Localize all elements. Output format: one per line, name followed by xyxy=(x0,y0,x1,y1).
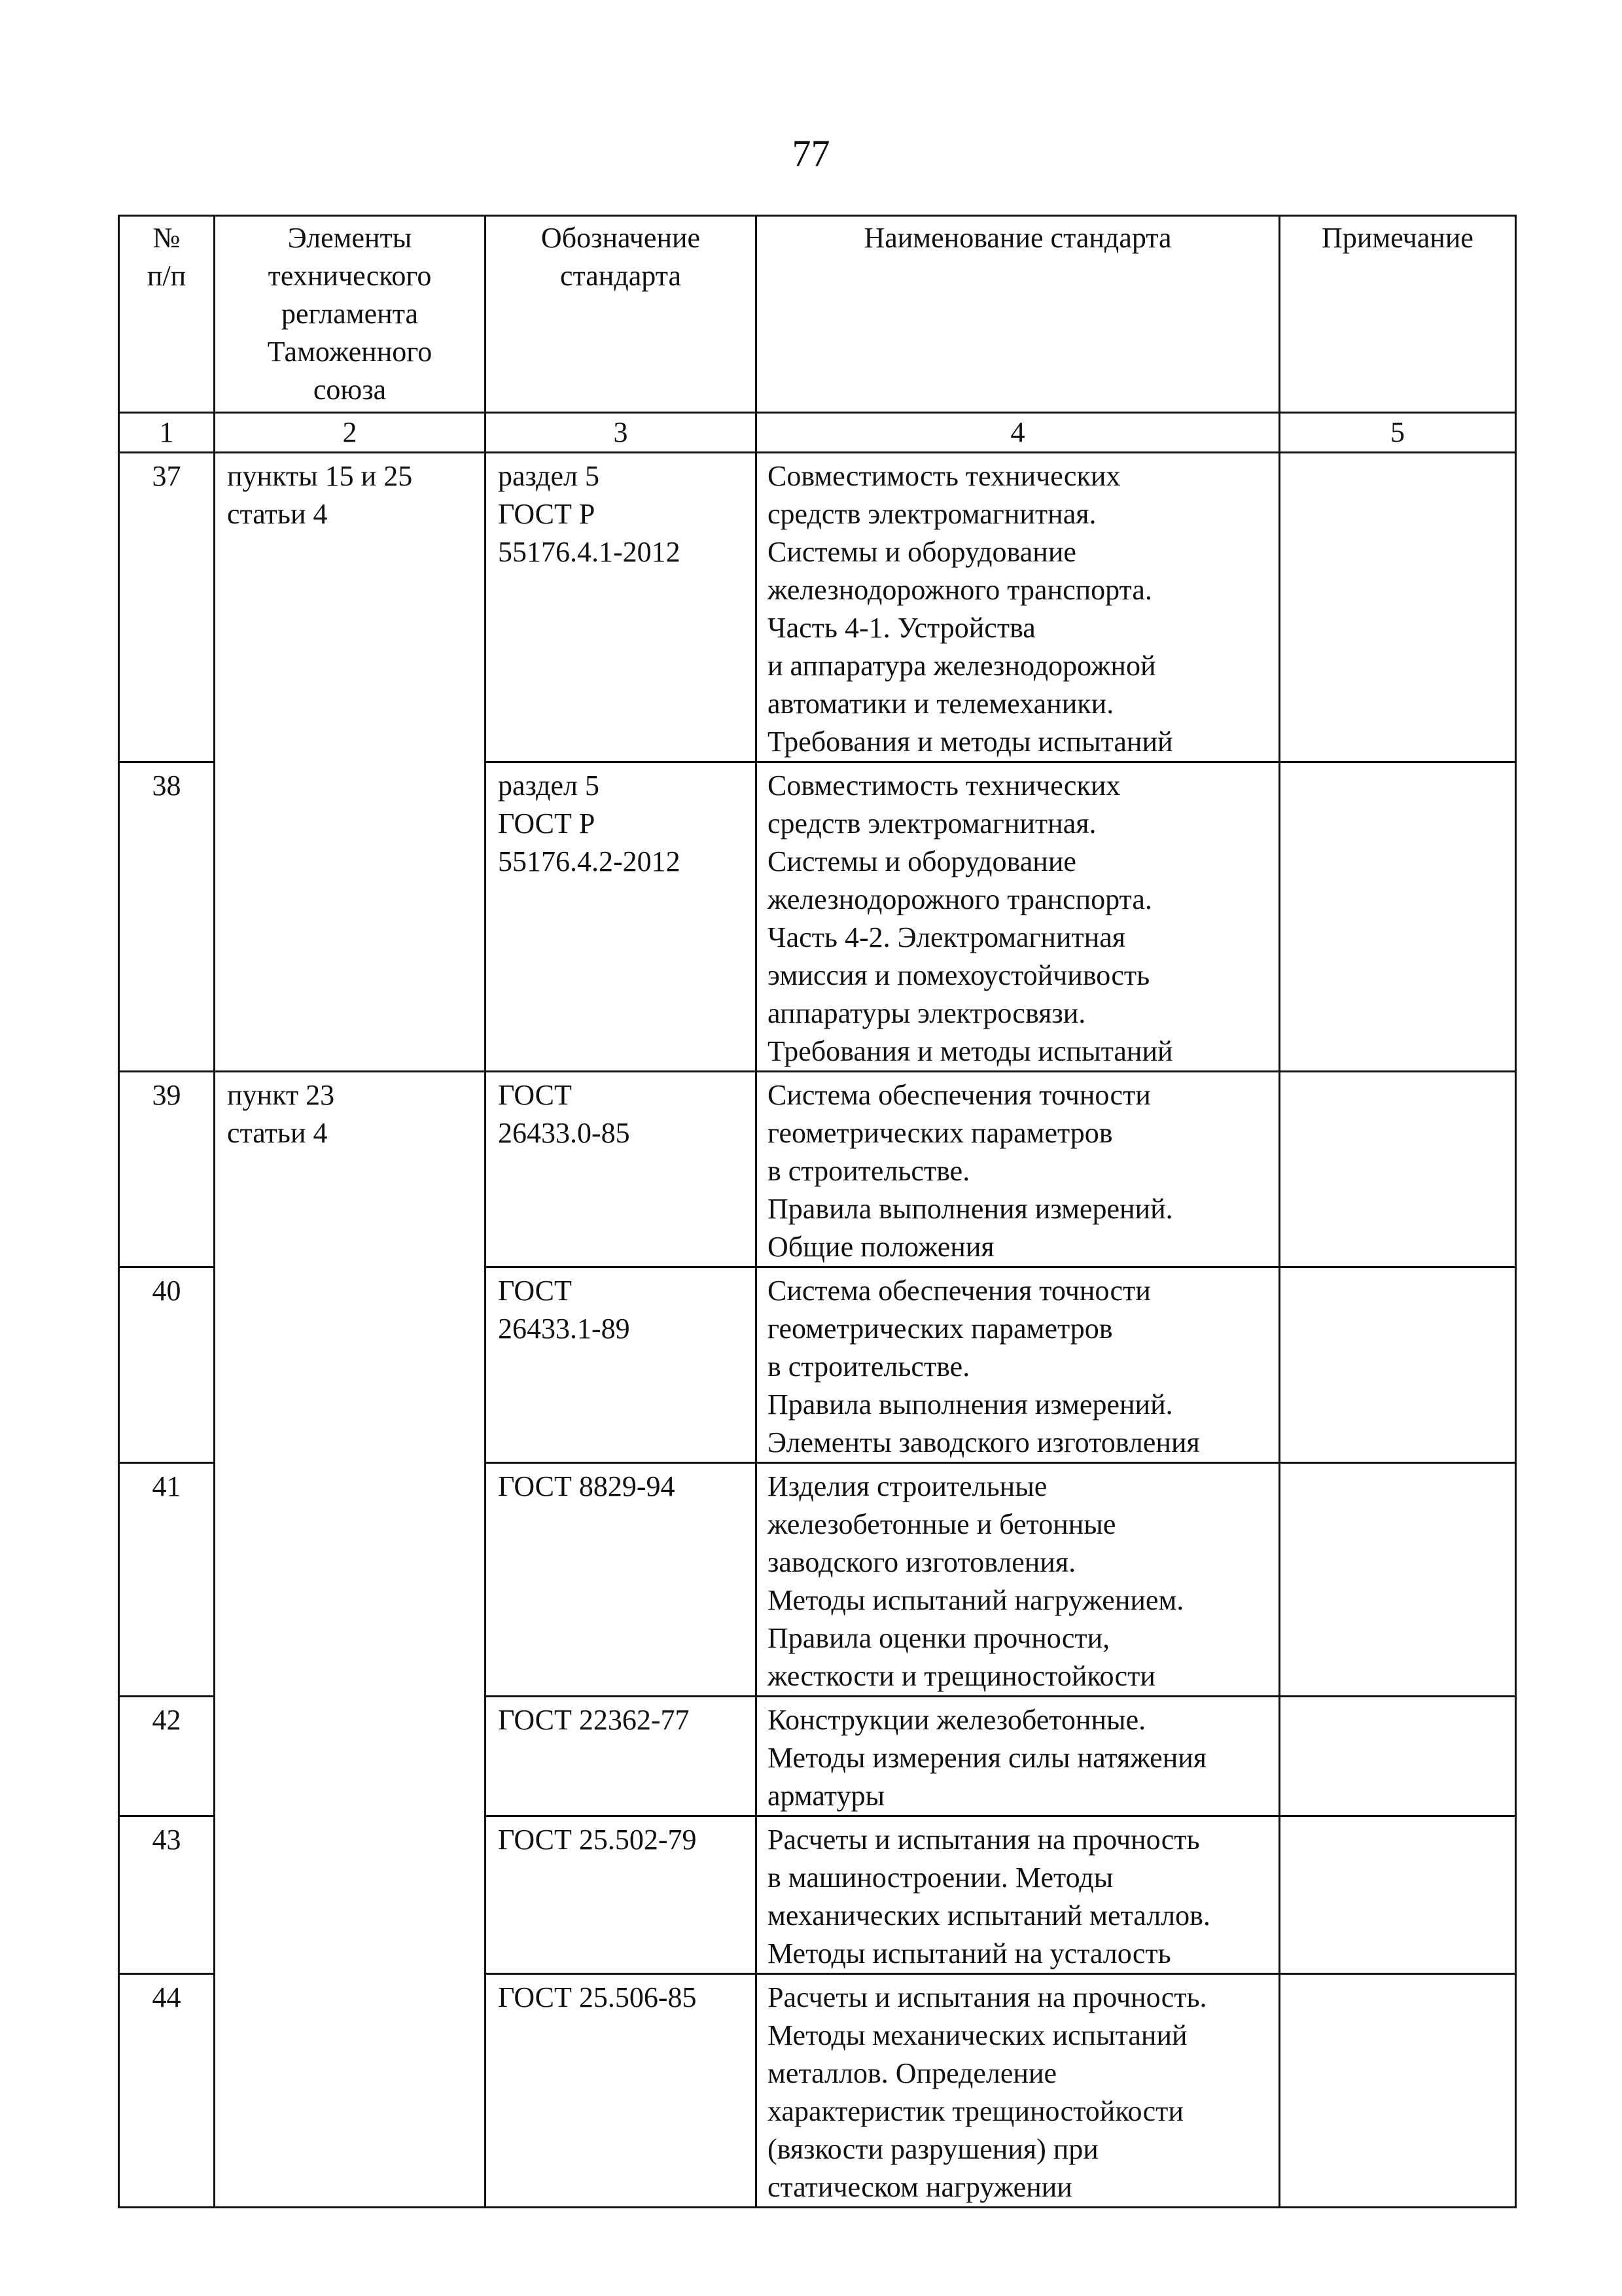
standard-name: Конструкции железобетонные. Методы измерения силы натяжения арматуры xyxy=(756,1697,1280,1816)
row-number: 40 xyxy=(119,1267,215,1463)
standard-name: Совместимость технических средств электромагнитная. Системы и оборудование железнодорожного транспорта. Часть 4-1. Устройства и аппаратура железнодорожной автоматики и телемеханики. Требования и методы испытаний xyxy=(756,453,1280,762)
row-number: 44 xyxy=(119,1974,215,2208)
standard-name: Система обеспечения точности геометрических параметров в строительстве. Правила выполнения измерений. Элементы заводского изготовления xyxy=(756,1267,1280,1463)
standard-designation: ГОСТ 26433.1-89 xyxy=(485,1267,756,1463)
standard-name: Расчеты и испытания на прочность в машиностроении. Методы механических испытаний металлов. Методы испытаний на усталость xyxy=(756,1816,1280,1974)
row-number: 38 xyxy=(119,762,215,1072)
header-row xyxy=(119,216,1516,413)
standard-designation: ГОСТ 25.506-85 xyxy=(485,1974,756,2208)
standard-name: Изделия строительные железобетонные и бетонные заводского изготовления. Методы испытаний нагружением. Правила оценки прочности, жесткости и трещиностойкости xyxy=(756,1463,1280,1697)
header-designation: Обозначение стандарта xyxy=(485,216,756,413)
column-number: 5 xyxy=(1280,413,1516,453)
header-elements: Элементы технического регламента Таможенного союза xyxy=(215,216,485,413)
header-num: № п/п xyxy=(119,216,215,413)
row-number: 41 xyxy=(119,1463,215,1697)
standard-name: Расчеты и испытания на прочность. Методы механических испытаний металлов. Определение характеристик трещиностойкости (вязкости разрушения) при статическом нагружении xyxy=(756,1974,1280,2208)
standard-designation: ГОСТ 25.502-79 xyxy=(485,1816,756,1974)
standard-designation: ГОСТ 8829-94 xyxy=(485,1463,756,1697)
standard-designation: раздел 5 ГОСТ Р 55176.4.2-2012 xyxy=(485,762,756,1072)
standard-designation: ГОСТ 26433.0-85 xyxy=(485,1072,756,1267)
row-number: 43 xyxy=(119,1816,215,1974)
note-cell xyxy=(1280,1697,1516,1816)
column-number: 2 xyxy=(215,413,485,453)
column-numbering-row xyxy=(119,413,1516,453)
row-number: 39 xyxy=(119,1072,215,1267)
note-cell xyxy=(1280,762,1516,1072)
regulation-element: пункты 15 и 25 статьи 4 xyxy=(215,453,485,1072)
table-row xyxy=(119,453,1516,762)
row-number: 42 xyxy=(119,1697,215,1816)
row-number: 37 xyxy=(119,453,215,762)
column-number: 4 xyxy=(756,413,1280,453)
note-cell xyxy=(1280,1267,1516,1463)
note-cell xyxy=(1280,453,1516,762)
note-cell xyxy=(1280,1816,1516,1974)
standard-name: Система обеспечения точности геометрических параметров в строительстве. Правила выполнения измерений. Общие положения xyxy=(756,1072,1280,1267)
page-number: 77 xyxy=(792,132,830,175)
note-cell xyxy=(1280,1463,1516,1697)
note-cell xyxy=(1280,1974,1516,2208)
column-number: 1 xyxy=(119,413,215,453)
header-note: Примечание xyxy=(1280,216,1516,413)
standard-designation: ГОСТ 22362-77 xyxy=(485,1697,756,1816)
header-name: Наименование стандарта xyxy=(756,216,1280,413)
table-row xyxy=(119,1072,1516,1267)
regulation-element: пункт 23 статьи 4 xyxy=(215,1072,485,2208)
column-number: 3 xyxy=(485,413,756,453)
standards-table xyxy=(118,215,1517,2208)
note-cell xyxy=(1280,1072,1516,1267)
standard-designation: раздел 5 ГОСТ Р 55176.4.1-2012 xyxy=(485,453,756,762)
standard-name: Совместимость технических средств электромагнитная. Системы и оборудование железнодорожного транспорта. Часть 4-2. Электромагнитная эмиссия и помехоустойчивость аппаратуры электросвязи. Требования и методы испытаний xyxy=(756,762,1280,1072)
